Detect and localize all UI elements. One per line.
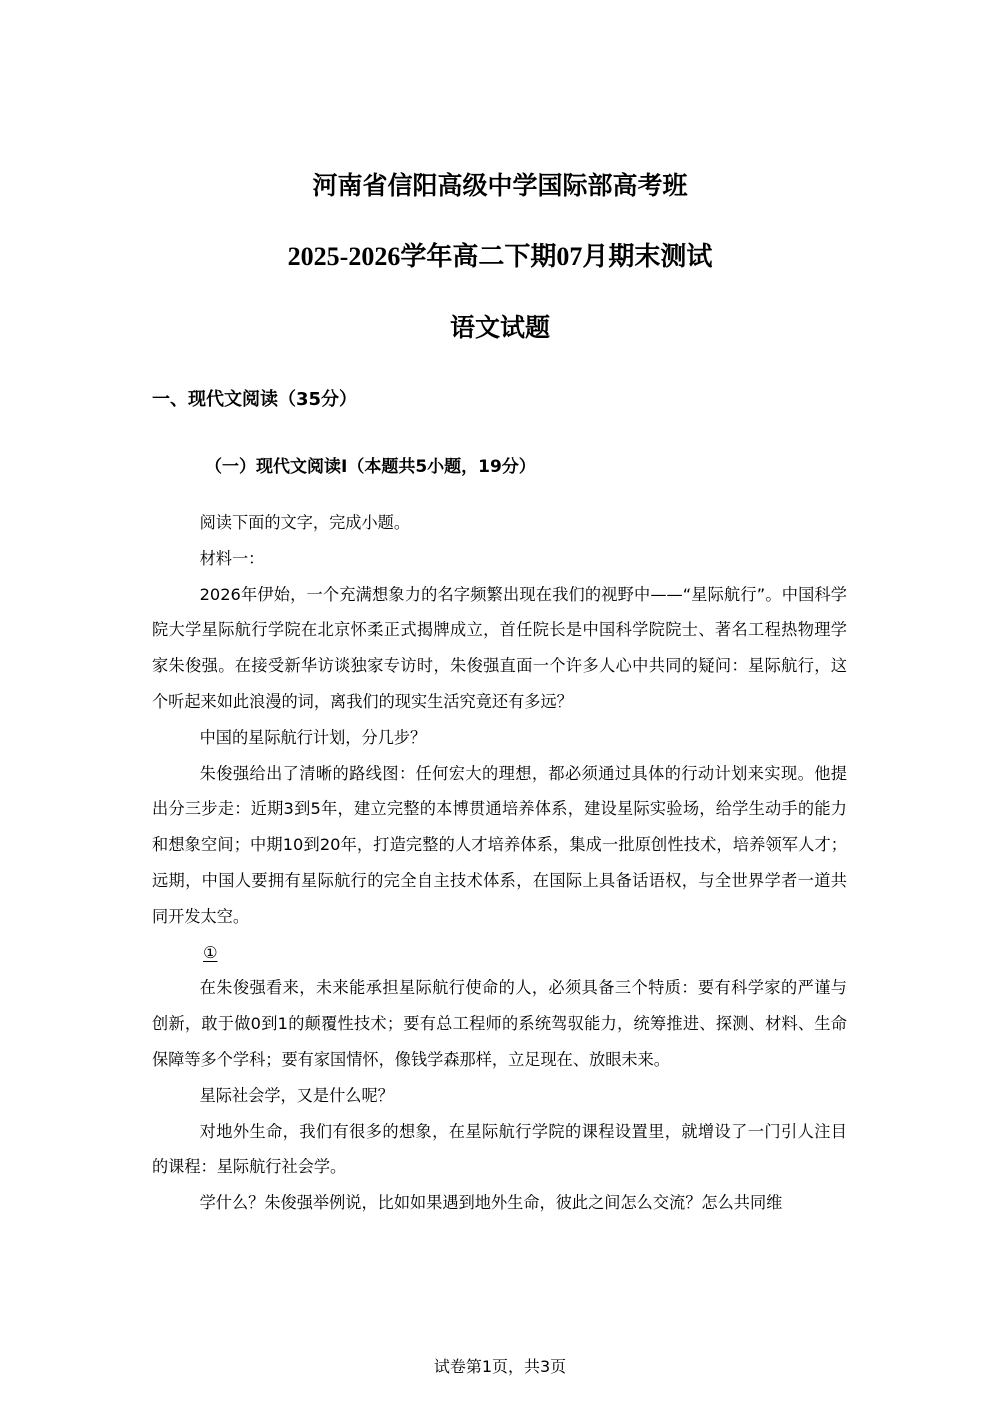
page-footer: 试卷第1页，共3页 [433,1357,567,1376]
subject-title: 语文试题 [449,313,550,342]
subsection-heading: （一）现代文阅读I（本题共5小题，19分） [205,457,536,477]
passage-paragraph: 在朱俊强看来，未来能承担星际航行使命的人，必须具备三个特质：要有科学家的严谨与创新，敢于做0到1的颠覆性技术；要有总工程师的系统驾驭能力，统筹推进、探测、材料、生命保障等多个学科；要有家国情怀，像钱学森那样，立足现在、放眼未来。 [152,978,847,1069]
passage-paragraph: 2026年伊始，一个充满想象力的名字频繁出现在我们的视野中——“星际航行”。中国科学院大学星际航行学院在北京怀柔正式揭牌成立，首任院长是中国科学院院士、著名工程热物理学家朱俊强。在接受新华访谈独家专访时，朱俊强直面一个许多人心中共同的疑问：星际航行，这个听起来如此浪漫的词，离我们的现实生活究竟还有多远？ [152,584,847,711]
passage-paragraph: 对地外生命，我们有很多的想象，在星际航行学院的课程设置里，就增设了一门引人注目的课程：星际航行社会学。 [152,1121,847,1177]
passage-paragraph: 中国的星际航行计划，分几步？ [199,727,427,747]
blank-marker-line [152,935,847,971]
material-label: 材料一： [199,548,265,568]
passage-paragraph: 学什么？朱俊强举例说，比如如果遇到地外生命，彼此之间怎么交流？怎么共同维 [199,1193,783,1213]
exam-title: 2025-2026学年高二下期07月期末测试 [287,242,713,271]
instruction-paragraph: 阅读下面的文字，完成小题。 [199,513,411,532]
school-title: 河南省信阳高级中学国际部高考班 [312,171,688,200]
section-heading: 一、现代文阅读（35分） [152,389,358,410]
passage-paragraph: 朱俊强给出了清晰的路线图：任何宏大的理想，都必须通过具体的行动计划来实现。他提出分三步走：近期3到5年，建立完整的本博贯通培养体系，建设星际实验场，给学生动手的能力和想象空间；中期10到20年，打造完整的人才培养体系，集成一批原创性技术，培养领军人才；远期，中国人要拥有星际航行的完全自主技术体系，在国际上具备话语权，与全世界学者一道共同开发太空。 [152,763,847,926]
reading-passage [152,505,847,1221]
blank-marker: ① [203,942,218,962]
passage-paragraph: 星际社会学，又是什么呢？ [199,1085,394,1105]
